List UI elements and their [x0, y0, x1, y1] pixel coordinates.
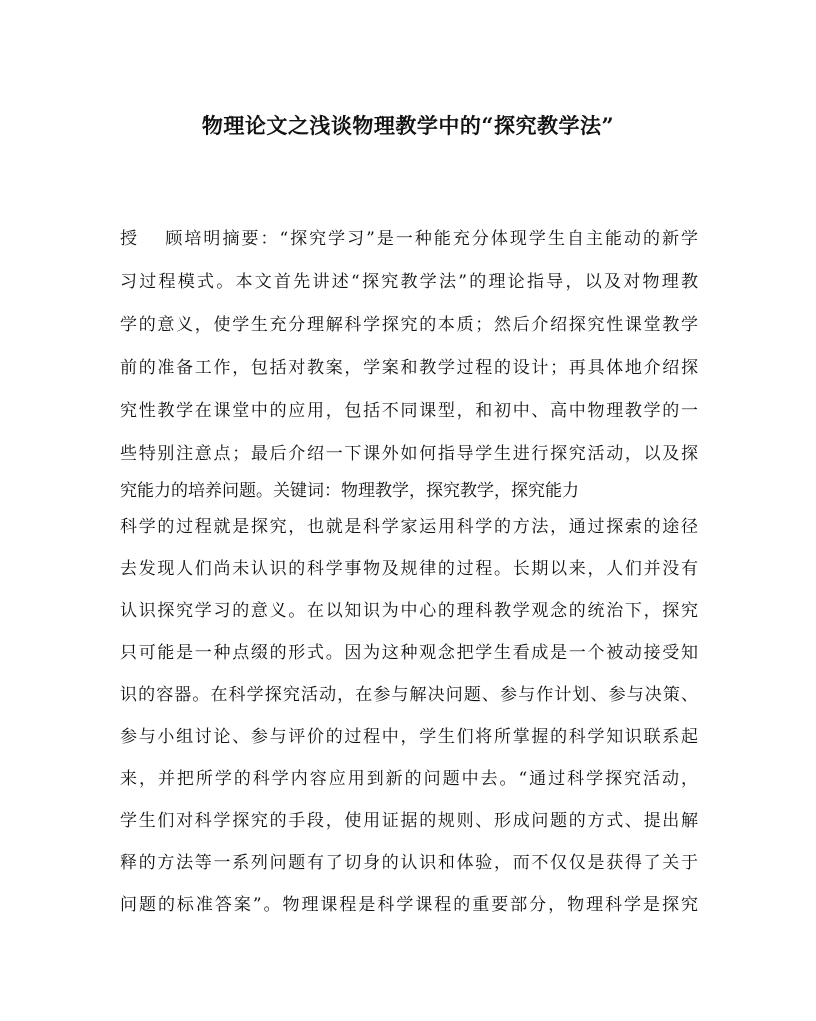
paragraph-line: 究性教学在课堂中的应用，包括不同课型，和初中、高中物理教学的一 — [120, 401, 698, 421]
paragraph-line: 习过程模式。本文首先讲述“探究教学法”的理论指导，以及对物理教 — [120, 272, 698, 292]
paragraph-line: 释的方法等一系列问题有了切身的认识和体验，而不仅仅是获得了关于 — [120, 853, 698, 873]
paragraph-line: 参与小组讨论、参与评价的过程中，学生们将所掌握的科学知识联系起 — [120, 727, 698, 747]
paragraph-line: 来，并把所学的科学内容应用到新的问题中去。“通过科学探究活动， — [120, 769, 698, 789]
paragraph-line: 学的意义，使学生充分理解科学探究的本质；然后介绍探究性课堂教学 — [120, 315, 698, 335]
paragraph-line: 些特别注意点；最后介绍一下课外如何指导学生进行探究活动，以及探 — [120, 444, 698, 464]
paragraph-line: 问题的标准答案”。物理课程是科学课程的重要部分，物理科学是探究 — [120, 895, 698, 915]
paragraph-line: 认识探究学习的意义。在以知识为中心的理科教学观念的统治下，探究 — [120, 601, 698, 621]
document-title: 物理论文之浅谈物理教学中的“探究教学法” — [201, 113, 615, 138]
paragraph-line: 识的容器。在科学探究活动，在参与解决问题、参与作计划、参与决策、 — [120, 685, 698, 705]
paragraph-line: 只可能是一种点缀的形式。因为这种观念把学生看成是一个被动接受知 — [120, 643, 698, 663]
paragraph-line: 去发现人们尚未认识的科学事物及规律的过程。长期以来，人们并没有 — [120, 559, 698, 579]
paragraph-line: 科学的过程就是探究，也就是科学家运用科学的方法，通过探索的途径 — [120, 517, 698, 537]
paragraph-line: 学生们对科学探究的手段，使用证据的规则、形成问题的方式、提出解 — [120, 811, 698, 831]
paragraph-line: 前的准备工作，包括对教案，学案和教学过程的设计；再具体地介绍探 — [120, 358, 698, 378]
paragraph-line: 授 顾培明摘要：“探究学习”是一种能充分体现学生自主能动的新学 — [120, 229, 698, 249]
paragraph-line: 究能力的培养问题。关键词：物理教学，探究教学，探究能力 — [120, 481, 579, 501]
